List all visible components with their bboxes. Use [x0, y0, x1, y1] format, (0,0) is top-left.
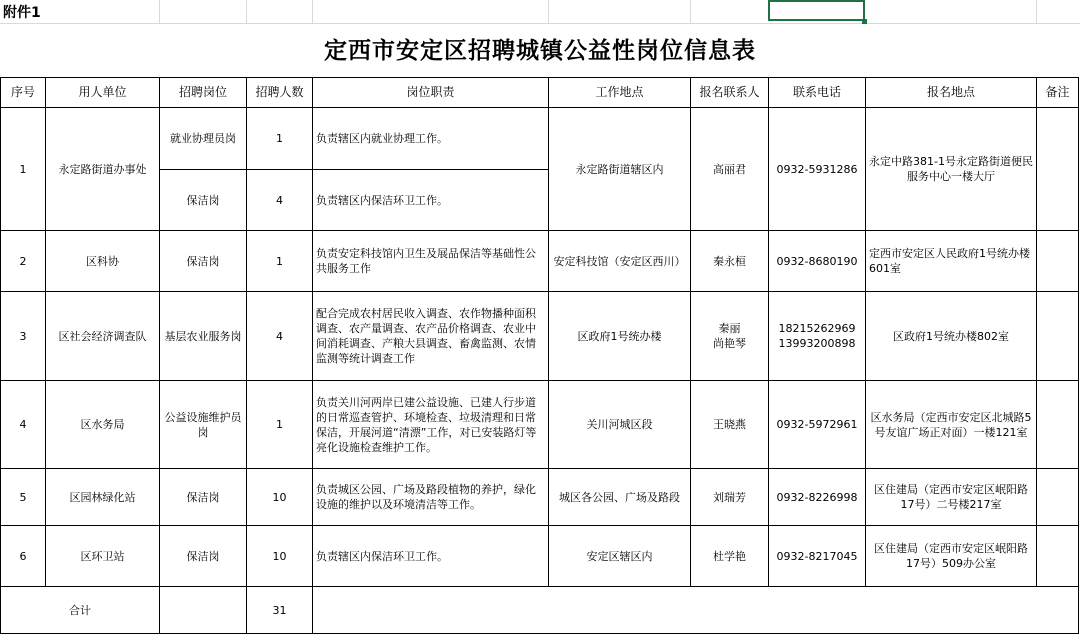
cell-contact	[691, 292, 769, 381]
cell-unit: 区环卫站	[46, 526, 160, 587]
cell-seq: 4	[1, 381, 46, 469]
total-count: 31	[247, 587, 313, 634]
cell-contact: 刘瑞芳	[691, 469, 769, 526]
phone-number: 18215262969	[778, 322, 856, 335]
contact-name: 秦丽	[718, 322, 741, 335]
cell-duty: 负责辖区内保洁环卫工作。	[313, 526, 549, 587]
header-unit: 用人单位	[46, 78, 160, 108]
cell-duty: 配合完成农村居民收入调查、农作物播种面积调查、农产量调查、农产品价格调查、农业中间消耗调查、产粮大县调查、畜禽监测、农情监测等统计调查工作	[313, 292, 549, 381]
cell-unit: 区水务局	[46, 381, 160, 469]
phone-number: 13993200898	[778, 337, 856, 350]
cell-reg-place: 永定中路381-1号永定路街道便民服务中心一楼大厅	[866, 108, 1037, 231]
header-phone: 联系电话	[769, 78, 866, 108]
cell-position: 就业协理员岗	[160, 108, 247, 170]
cell-duty: 负责城区公园、广场及路段植物的养护，绿化设施的维护以及环境清洁等工作。	[313, 469, 549, 526]
cell-unit: 区社会经济调查队	[46, 292, 160, 381]
cell-position: 保洁岗	[160, 170, 247, 231]
top-row	[0, 0, 1080, 24]
cell-seq: 3	[1, 292, 46, 381]
cell-contact: 高丽君	[691, 108, 769, 231]
cell-reg-place: 区住建局（定西市安定区岷阳路17号）509办公室	[866, 526, 1037, 587]
table-row	[1, 292, 1079, 381]
table-row	[1, 469, 1079, 526]
header-duty: 岗位职责	[313, 78, 549, 108]
attachment-label: 附件1	[3, 5, 41, 21]
cell-phone: 0932-8226998	[769, 469, 866, 526]
cell-location: 安定区辖区内	[549, 526, 691, 587]
cell-position: 保洁岗	[160, 469, 247, 526]
cell-position: 保洁岗	[160, 231, 247, 292]
total-label: 合计	[1, 587, 160, 634]
cell-contact: 杜学艳	[691, 526, 769, 587]
cell-count: 10	[247, 526, 313, 587]
cell-position: 公益设施维护员岗	[160, 381, 247, 469]
cell-contact: 王晓燕	[691, 381, 769, 469]
table-row	[1, 526, 1079, 587]
cell-location: 永定路街道辖区内	[549, 108, 691, 231]
header-location: 工作地点	[549, 78, 691, 108]
total-blank	[313, 587, 1079, 634]
contact-name: 尚艳琴	[713, 337, 746, 350]
cell-duty: 负责关川河两岸已建公益设施、已建人行步道的日常巡查管护、环境检查、垃圾清理和日常保洁，开展河道“清漂”工作，对已安装路灯等亮化设施检查维护工作。	[313, 381, 549, 469]
positions-table	[0, 77, 1079, 634]
cell-position: 基层农业服务岗	[160, 292, 247, 381]
cell-unit: 区科协	[46, 231, 160, 292]
cell-duty: 负责辖区内保洁环卫工作。	[313, 170, 549, 231]
cell-location: 安定科技馆（安定区西川）	[549, 231, 691, 292]
header-contact: 报名联系人	[691, 78, 769, 108]
cell-reg-place: 定西市安定区人民政府1号统办楼601室	[866, 231, 1037, 292]
cell-reg-place: 区政府1号统办楼802室	[866, 292, 1037, 381]
header-count: 招聘人数	[247, 78, 313, 108]
cell-count: 4	[247, 170, 313, 231]
cell-reg-place: 区水务局（定西市安定区北城路5号友谊广场正对面）一楼121室	[866, 381, 1037, 469]
cell-contact: 秦永桓	[691, 231, 769, 292]
header-seq: 序号	[1, 78, 46, 108]
cell-location: 城区各公园、广场及路段	[549, 469, 691, 526]
cell-count: 10	[247, 469, 313, 526]
cell-unit: 区园林绿化站	[46, 469, 160, 526]
selected-cell[interactable]	[768, 0, 865, 21]
cell-count: 1	[247, 108, 313, 170]
cell-duty: 负责安定科技馆内卫生及展品保洁等基础性公共服务工作	[313, 231, 549, 292]
total-row	[1, 587, 1079, 634]
cell-phone: 0932-5972961	[769, 381, 866, 469]
header-row	[1, 78, 1079, 108]
cell-count: 4	[247, 292, 313, 381]
table-row	[1, 108, 1079, 170]
cell-count: 1	[247, 231, 313, 292]
cell-unit: 永定路街道办事处	[46, 108, 160, 231]
cell-count: 1	[247, 381, 313, 469]
cell-duty: 负责辖区内就业协理工作。	[313, 108, 549, 170]
cell-reg-place: 区住建局（定西市安定区岷阳路17号）二号楼217室	[866, 469, 1037, 526]
total-empty	[160, 587, 247, 634]
cell-seq: 5	[1, 469, 46, 526]
table-row	[1, 231, 1079, 292]
cell-note	[1037, 108, 1079, 231]
table-row	[1, 381, 1079, 469]
cell-note	[1037, 292, 1079, 381]
header-position: 招聘岗位	[160, 78, 247, 108]
cell-phone	[769, 292, 866, 381]
cell-position: 保洁岗	[160, 526, 247, 587]
cell-phone: 0932-5931286	[769, 108, 866, 231]
cell-seq: 6	[1, 526, 46, 587]
cell-location: 关川河城区段	[549, 381, 691, 469]
cell-note	[1037, 231, 1079, 292]
cell-note	[1037, 526, 1079, 587]
header-note: 备注	[1037, 78, 1079, 108]
cell-location: 区政府1号统办楼	[549, 292, 691, 381]
cell-note	[1037, 381, 1079, 469]
cell-seq: 1	[1, 108, 46, 231]
cell-seq: 2	[1, 231, 46, 292]
cell-phone: 0932-8680190	[769, 231, 866, 292]
cell-phone: 0932-8217045	[769, 526, 866, 587]
cell-note	[1037, 469, 1079, 526]
page-title: 定西市安定区招聘城镇公益性岗位信息表	[324, 37, 756, 64]
header-reg-place: 报名地点	[866, 78, 1037, 108]
